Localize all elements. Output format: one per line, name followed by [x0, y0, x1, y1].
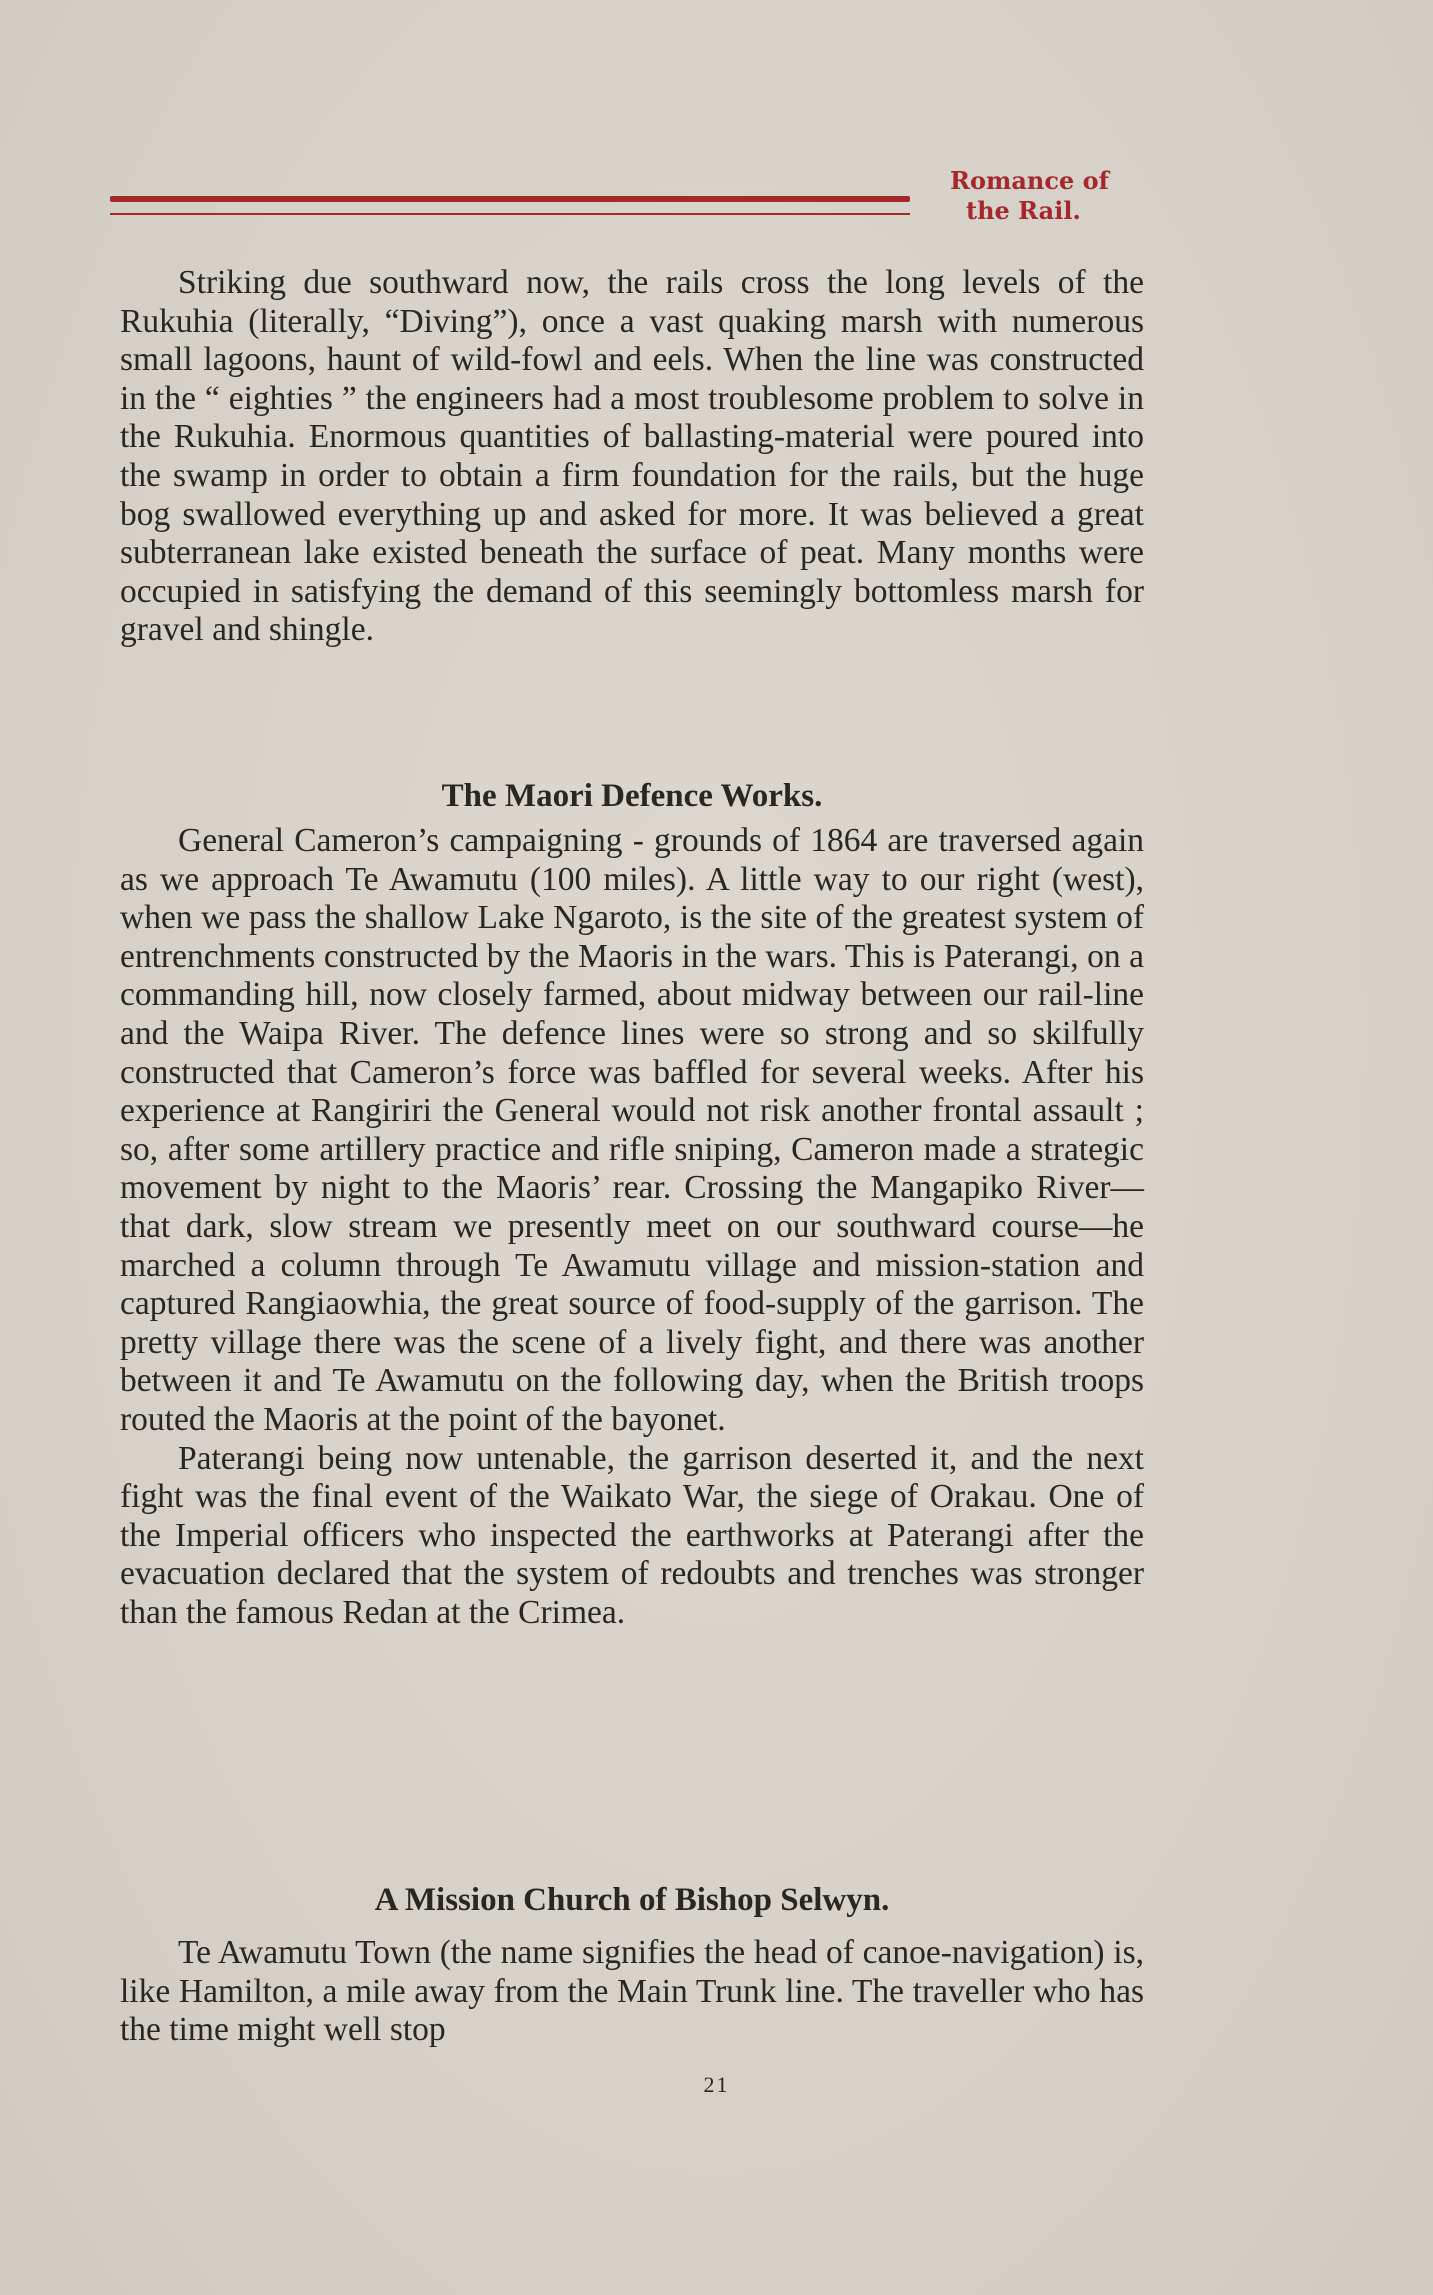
section-mission-church: [120, 1934, 1144, 2050]
section-heading-maori-defence: The Maori Defence Works.: [441, 778, 823, 814]
header-rule-thin: [110, 213, 910, 215]
section-heading-mission-church: A Mission Church of Bishop Selwyn.: [374, 1882, 890, 1918]
header-rule-thick: [110, 196, 910, 202]
running-head-line2: the Rail.: [966, 196, 1081, 225]
running-head-line1: Romance of: [950, 166, 1109, 195]
running-head: [950, 166, 1150, 226]
page-number: 21: [703, 2072, 730, 2097]
section-maori-defence: [120, 822, 1144, 1632]
paragraph: Te Awamutu Town (the name signifies the head of canoe-navigation) is, like Hamilton, a mile away from the Main Trunk line. The traveller who has the time might well stop: [120, 1934, 1144, 2049]
section-rukuhia: [120, 264, 1144, 650]
paragraph: General Cameron’s campaigning - grounds of 1864 are traversed again as we approach Te Awamutu (100 miles). A little way to our right (west), when we pass the shallow Lake Ngaroto, is the site of the greatest system of entrenchments constructed by the Maoris in the wars. This is Paterangi, on a commanding hill, now closely farmed, about midway between our rail-line and the Waipa River. The defence lines were so strong and so skilfully constructed that Cameron’s force was baffled for several weeks. After his experience at Rangiriri the General would not risk another frontal assault ; so, after some artillery practice and rifle sniping, Cameron made a strategic movement by night to the Maoris’ rear. Crossing the Mangapiko River—that dark, slow stream we presently meet on our southward course—he marched a column through Te Awamutu village and mission-station and captured Rangiaowhia, the great source of food-supply of the garrison. The pretty village there was the scene of a lively fight, and there was another between it and Te Awamutu on the following day, when the British troops routed the Maoris at the point of the bayonet.: [120, 822, 1144, 1438]
paragraph: Striking due southward now, the rails cross the long levels of the Rukuhia (literally, “Diving”), once a vast quaking marsh with numerous small lagoons, haunt of wild-fowl and eels. When the line was constructed in the “ eighties ” the engineers had a most troublesome problem to solve in the Rukuhia. Enormous quantities of ballasting-material were poured into the swamp in order to obtain a firm foundation for the rails, but the huge bog swallowed everything up and asked for more. It was believed a great subterranean lake existed beneath the surface of peat. Many months were occupied in satisfying the demand of this seemingly bottomless marsh for gravel and shingle.: [120, 264, 1144, 649]
paragraph: Paterangi being now untenable, the garrison deserted it, and the next fight was the final event of the Waikato War, the siege of Orakau. One of the Imperial officers who inspected the earthworks at Paterangi after the evacuation declared that the system of redoubts and trenches was stronger than the famous Redan at the Crimea.: [120, 1439, 1144, 1631]
